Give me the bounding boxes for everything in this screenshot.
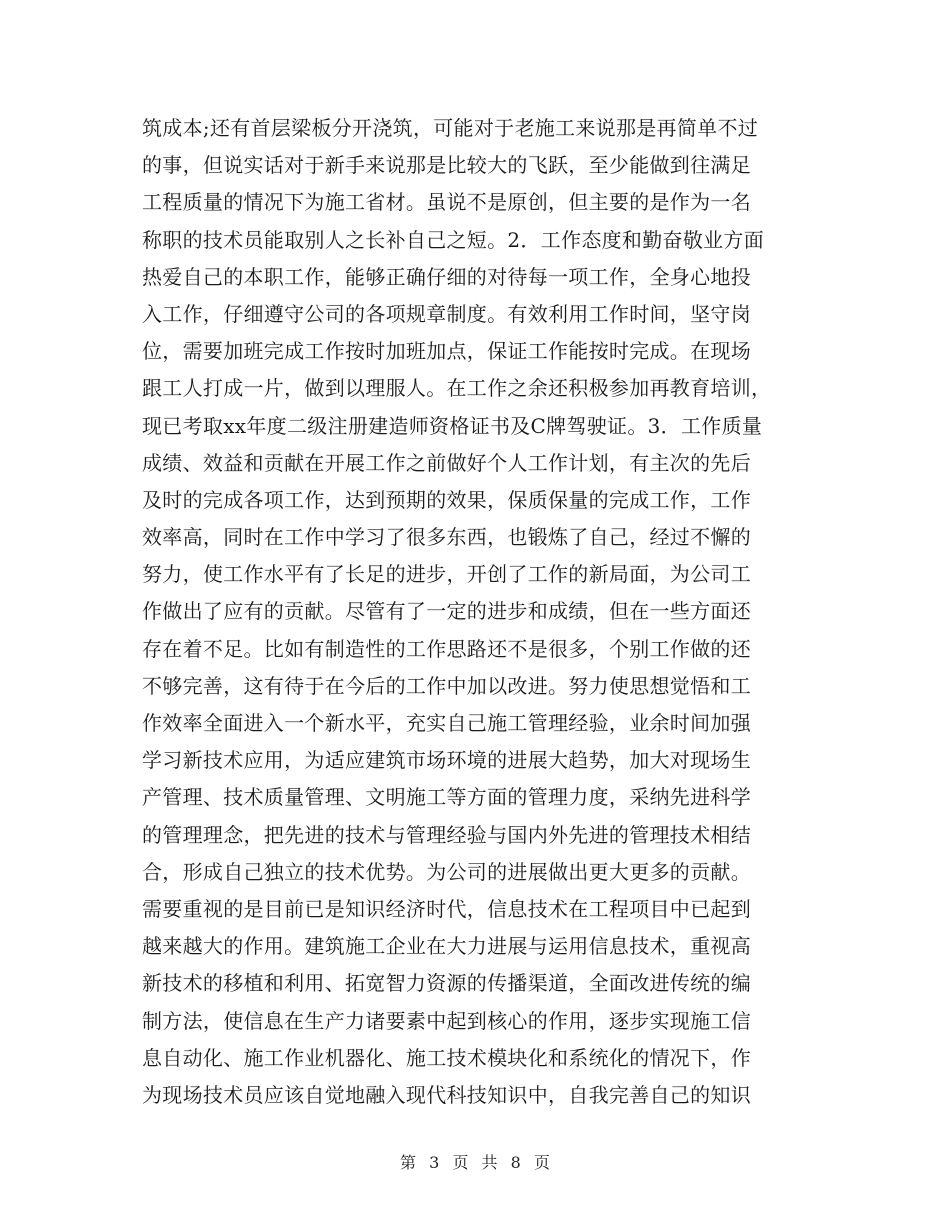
text-line: 跟工人打成一片，做到以理服人。在工作之余还积极参加再教育培训，	[142, 376, 772, 401]
text-line: 努力，使工作水平有了长足的进步，开创了工作的新局面，为公司工	[142, 562, 751, 587]
text-line: 作做出了应有的贡献。尽管有了一定的进步和成绩，但在一些方面还	[142, 599, 751, 624]
footer-current-page: 3	[429, 1153, 440, 1172]
text-line: 学习新技术应用，为适应建筑市场环境的进展大趋势，加大对现场生	[142, 748, 751, 773]
text-line: 热爱自己的本职工作，能够正确仔细的对待每一项工作，全身心地投	[142, 264, 751, 289]
text-line: 产管理、技术质量管理、文明施工等方面的管理力度，采纳先进科学	[142, 785, 751, 810]
text-line: 制方法，使信息在生产力诸要素中起到核心的作用，逐步实现施工信	[142, 1008, 751, 1033]
text-line: 为现场技术员应该自觉地融入现代科技知识中，自我完善自己的知识	[142, 1082, 751, 1107]
text-line: 现已考取xx年度二级注册建造师资格证书及C牌驾驶证。3．工作质量	[142, 413, 763, 438]
text-line: 存在着不足。比如有制造性的工作思路还不是很多，个别工作做的还	[142, 636, 751, 661]
footer-label-ye: 页	[452, 1153, 469, 1172]
text-line: 位，需要加班完成工作按时加班加点，保证工作能按时完成。在现场	[142, 339, 751, 364]
footer-label-ye2: 页	[533, 1153, 550, 1172]
footer-label-gong: 共	[481, 1153, 498, 1172]
text-line: 成绩、效益和贡献在开展工作之前做好个人工作计划，有主次的先后	[142, 450, 751, 475]
text-line: 新技术的移植和利用、拓宽智力资源的传播渠道，全面改进传统的编	[142, 971, 751, 996]
text-line: 合，形成自己独立的技术优势。为公司的进展做出更大更多的贡献。	[142, 859, 751, 884]
text-line: 称职的技术员能取别人之长补自己之短。2．工作态度和勤奋敬业方面	[142, 227, 765, 252]
text-line: 的管理理念，把先进的技术与管理经验与国内外先进的管理技术相结	[142, 822, 751, 847]
text-line: 入工作，仔细遵守公司的各项规章制度。有效利用工作时间，坚守岗	[142, 301, 751, 326]
text-line: 工程质量的情况下为施工省材。虽说不是原创，但主要的是作为一名	[142, 190, 751, 215]
text-line: 息自动化、施工作业机器化、施工技术模块化和系统化的情况下，作	[142, 1045, 751, 1070]
page-footer	[0, 1150, 950, 1173]
text-line: 效率高，同时在工作中学习了很多东西，也锻炼了自己，经过不懈的	[142, 525, 751, 550]
text-line: 需要重视的是目前已是知识经济时代，信息技术在工程项目中已起到	[142, 896, 751, 921]
footer-label-di: 第	[400, 1153, 417, 1172]
text-line: 不够完善，这有待于在今后的工作中加以改进。努力使思想觉悟和工	[142, 673, 751, 698]
text-line: 越来越大的作用。建筑施工企业在大力进展与运用信息技术，重视高	[142, 934, 751, 959]
text-line: 及时的完成各项工作，达到预期的效果，保质保量的完成工作，工作	[142, 487, 751, 512]
text-line: 的事，但说实话对于新手来说那是比较大的飞跃，至少能做到往满足	[142, 153, 751, 178]
text-line: 作效率全面进入一个新水平，充实自己施工管理经验，业余时间加强	[142, 711, 751, 735]
footer-total-pages: 8	[510, 1153, 521, 1172]
text-line: 筑成本;还有首层梁板分开浇筑，可能对于老施工来说那是再简单不过	[142, 116, 759, 140]
body-text	[142, 110, 822, 1114]
